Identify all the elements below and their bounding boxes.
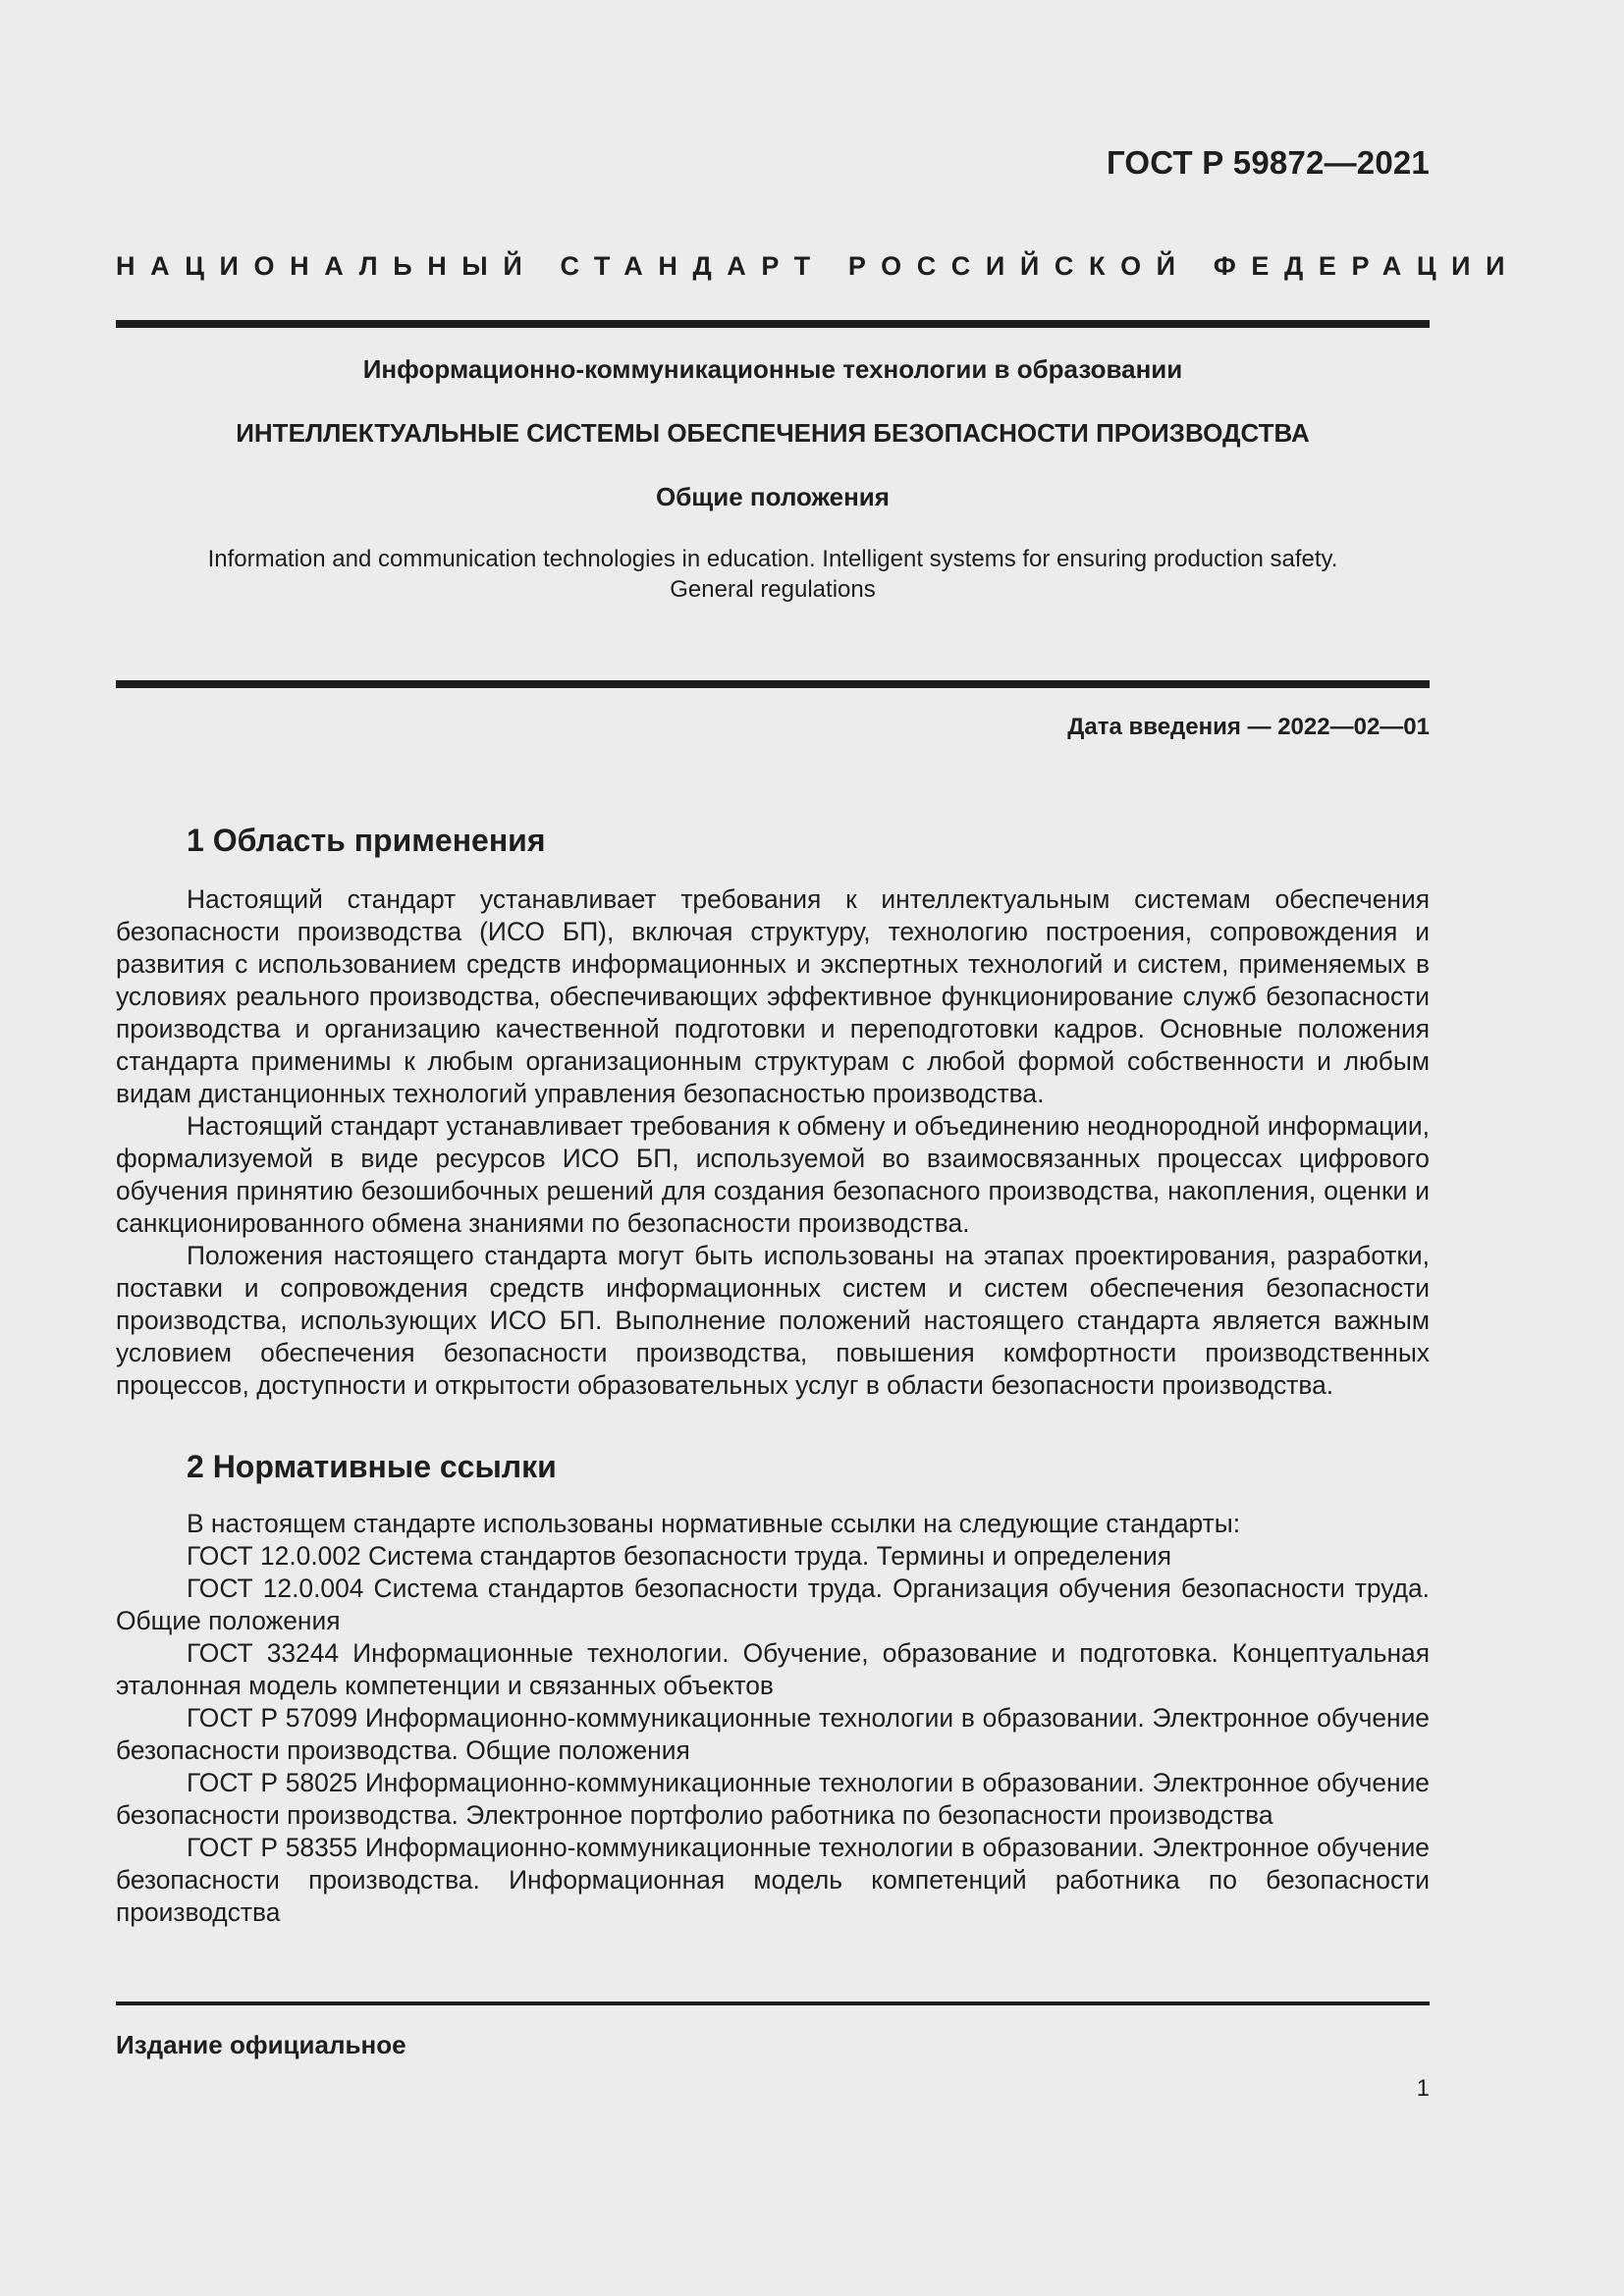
title-line-2: ИНТЕЛЛЕКТУАЛЬНЫЕ СИСТЕМЫ ОБЕСПЕЧЕНИЯ БЕЗОПАСНОСТИ ПРОИЗВОДСТВА bbox=[236, 418, 1310, 448]
title-line-1: Информационно-коммуникационные технологии в образовании bbox=[362, 354, 1183, 384]
section-2-body bbox=[116, 1508, 1430, 1929]
paragraph: Настоящий стандарт устанавливает требования к интеллектуальным системам обеспечения безопасности производства (ИСО БП), включая структуру, технологию построения, сопровождения и развития с использованием средств информационных и экспертных технологий и систем, применяемых в условиях реального производства, обеспечивающих эффективное функционирование служб безопасности производства и организацию качественной подготовки и переподготовки кадров. Основные положения стандарта применимы к любым организационным структурам с любой формой собственности и любым видам дистанционных технологий управления безопасностью производства. bbox=[116, 884, 1430, 1108]
document-code: ГОСТ Р 59872—2021 bbox=[1106, 144, 1430, 181]
title-bottom-divider bbox=[116, 680, 1430, 688]
reference-item: ГОСТ Р 58355 Информационно-коммуникационные технологии в образовании. Электронное обучение безопасности производства. Информационная модель компетенций работника по безопасности производства bbox=[116, 1833, 1430, 1927]
official-edition-label: Издание официальное bbox=[116, 2030, 406, 2059]
document-page bbox=[116, 0, 1521, 2296]
section-1-heading: 1 Область применения bbox=[187, 823, 546, 858]
english-title bbox=[116, 544, 1430, 605]
reference-item: ГОСТ 12.0.004 Система стандартов безопасности труда. Организация обучения безопасности труда. Общие положения bbox=[116, 1574, 1430, 1635]
english-title-line-1: Information and communication technologies in education. Intelligent systems for ensuring production safety. bbox=[207, 546, 1338, 572]
introduction-date: Дата введения — 2022—02—01 bbox=[1067, 714, 1430, 740]
reference-item: ГОСТ 33244 Информационные технологии. Обучение, образование и подготовка. Концептуальная эталонная модель компетенции и связанных объектов bbox=[116, 1638, 1430, 1700]
english-title-line-2: General regulations bbox=[670, 576, 876, 603]
paragraph: Настоящий стандарт устанавливает требования к обмену и объединению неоднородной информации, формализуемой в виде ресурсов ИСО БП, используемой во взаимосвязанных процессах цифрового обучения принятию безошибочных решений для создания безопасного производства, накопления, оценки и санкционированного обмена знаниями по безопасности производства. bbox=[116, 1111, 1430, 1238]
national-standard-line: НАЦИОНАЛЬНЫЙ СТАНДАРТ РОССИЙСКОЙ ФЕДЕРАЦИИ bbox=[116, 251, 1521, 281]
section-1-body bbox=[116, 883, 1430, 1402]
title-line-3: Общие положения bbox=[656, 482, 890, 511]
paragraph: Положения настоящего стандарта могут быть использованы на этапах проектирования, разработки, поставки и сопровождения средств информационных систем и систем обеспечения безопасности производства, использующих ИСО БП. Выполнение положений настоящего стандарта является важным условием обеспечения безопасности производства, повышения комфортности производственных процессов, доступности и открытости образовательных услуг в области безопасности производства. bbox=[116, 1241, 1430, 1400]
page-number: 1 bbox=[1416, 2075, 1430, 2102]
reference-item: ГОСТ 12.0.002 Система стандартов безопасности труда. Термины и определения bbox=[187, 1541, 1172, 1571]
paragraph: В настоящем стандарте использованы нормативные ссылки на следующие стандарты: bbox=[187, 1509, 1241, 1538]
footer-divider bbox=[116, 2002, 1430, 2005]
reference-item: ГОСТ Р 58025 Информационно-коммуникационные технологии в образовании. Электронное обучение безопасности производства. Электронное портфолио работника по безопасности производства bbox=[116, 1768, 1430, 1830]
section-2-heading: 2 Нормативные ссылки bbox=[187, 1449, 557, 1484]
top-divider bbox=[116, 320, 1430, 328]
reference-item: ГОСТ Р 57099 Информационно-коммуникационные технологии в образовании. Электронное обучение безопасности производства. Общие положения bbox=[116, 1703, 1430, 1765]
